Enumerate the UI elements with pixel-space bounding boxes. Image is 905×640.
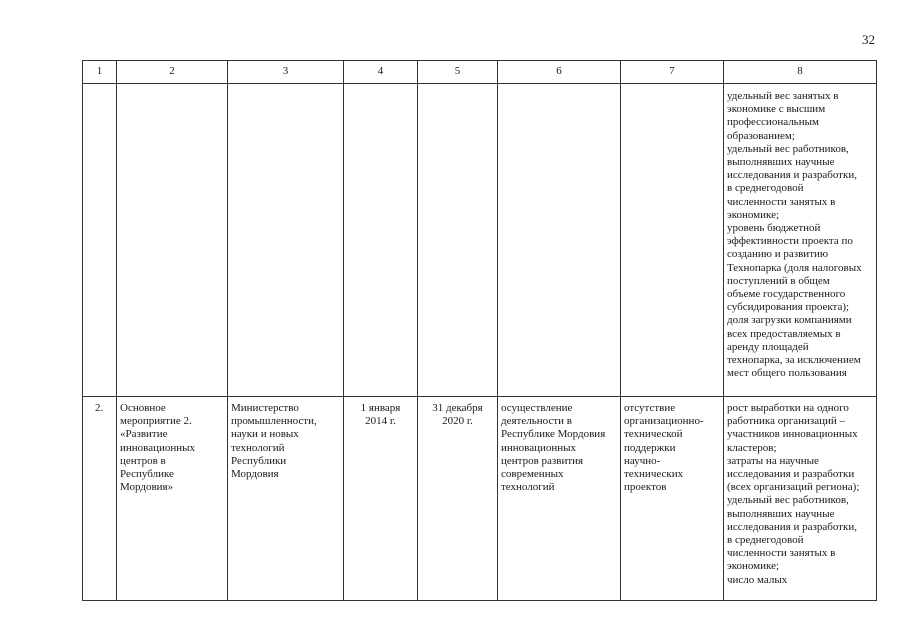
start-date-cell: 1 января 2014 г.	[344, 397, 418, 601]
column-number: 4	[344, 61, 418, 84]
event-name-cell	[117, 84, 228, 397]
row-number-cell: 2.	[83, 397, 117, 601]
row-number-cell	[83, 84, 117, 397]
column-number: 8	[724, 61, 877, 84]
page-number: 32	[862, 32, 875, 47]
executor-cell: Министерство промышленности, науки и новых технологий Республики Мордовия	[228, 397, 344, 601]
column-number: 1	[83, 61, 117, 84]
consequences-cell	[621, 84, 724, 397]
expected-result-cell: осуществление деятельности в Республике Мордовия инновационных центров развития современных технологий	[498, 397, 621, 601]
column-number: 3	[228, 61, 344, 84]
table-row	[83, 84, 877, 397]
column-number: 6	[498, 61, 621, 84]
event-name-cell: Основное мероприятие 2. «Развитие инновационных центров в Республике Мордовия»	[117, 397, 228, 601]
indicators-cell: рост выработки на одного работника организаций – участников инновационных кластеров; затраты на научные исследования и разработки (всех организаций региона); удельный вес работников, выполнявших научные исследования и разработки, в среднегодовой численности занятых в экономике; число малых	[724, 397, 877, 601]
column-number: 5	[418, 61, 498, 84]
consequences-cell: отсутствие организационно- технической поддержки научно- технических проектов	[621, 397, 724, 601]
column-number: 2	[117, 61, 228, 84]
start-date-cell	[344, 84, 418, 397]
expected-result-cell	[498, 84, 621, 397]
executor-cell	[228, 84, 344, 397]
indicators-cell: удельный вес занятых в экономике с высшим профессиональным образованием; удельный вес работников, выполнявших научные исследования и разработки, в среднегодовой численности занятых в экономике; уровень бюджетной эффективности проекта по созданию и развитию Технопарка (доля налоговых поступлений в общем объеме государственного субсидирования проекта); доля загрузки компаниями всех предоставляемых в аренду площадей технопарка, за исключением мест общего пользования	[724, 84, 877, 397]
program-activities-table	[82, 60, 877, 601]
end-date-cell: 31 декабря 2020 г.	[418, 397, 498, 601]
table-row	[83, 397, 877, 601]
column-number: 7	[621, 61, 724, 84]
column-number-row	[83, 61, 877, 84]
end-date-cell	[418, 84, 498, 397]
